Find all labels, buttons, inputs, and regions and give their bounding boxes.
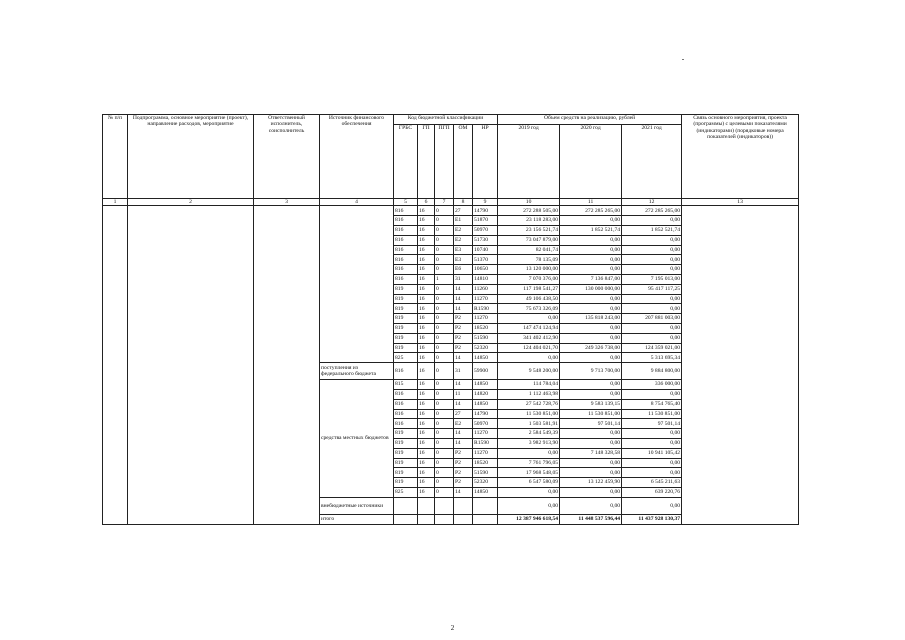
code-gp: 16 [418,304,435,314]
column-number-cell: 12 [622,199,682,206]
code-om: E2 [454,226,473,236]
code-om: 27 [454,206,473,216]
header-pgp: ПГП [435,125,454,199]
column-number-cell: 4 [320,199,394,206]
amount-y2021: 0,00 [622,255,682,265]
amount-y2020: 0,00 [560,245,622,255]
amount-y2019: 3 982 913,90 [498,438,560,448]
code-gp-empty [418,497,435,514]
amount-y2020: 0,00 [560,389,622,399]
amount-y2019: 0,00 [498,497,560,514]
header-volume: Объем средств на реализацию, рублей [498,115,682,125]
code-grbs-empty [394,497,418,514]
code-gp: 16 [418,389,435,399]
code-gp: 16 [418,468,435,478]
num-cell [103,206,128,524]
amount-y2019: 73 047 879,00 [498,235,560,245]
code-gp: 16 [418,478,435,488]
code-nr: 51870 [473,216,498,226]
code-gp: 16 [418,323,435,333]
code-grbs: 819 [394,458,418,468]
code-pgp: 0 [435,468,454,478]
code-om: E3 [454,255,473,265]
code-om: P2 [454,333,473,343]
amount-y2021: 0,00 [622,265,682,275]
amount-y2021: 0,00 [622,304,682,314]
code-gp: 16 [418,429,435,439]
header-year-2020: 2020 год [560,125,622,199]
amount-y2020: 97 501,14 [560,419,622,429]
amount-y2020: 0,00 [560,353,622,363]
code-om: 31 [454,363,473,380]
code-pgp: 0 [435,245,454,255]
amount-y2020: 0,00 [560,438,622,448]
header-source: Источник финансового обеспечения [320,115,394,199]
code-pgp: 0 [435,343,454,353]
amount-y2021: 5 313 695,34 [622,353,682,363]
code-gp: 16 [418,235,435,245]
amount-y2021: 0,00 [622,458,682,468]
amount-y2019: 0,00 [498,487,560,497]
code-grbs: 816 [394,399,418,409]
amount-y2019: 124 404 021,70 [498,343,560,353]
column-number-cell: 13 [682,199,799,206]
code-grbs: 819 [394,304,418,314]
code-gp: 16 [418,363,435,380]
column-number-cell: 3 [254,199,320,206]
code-nr: 51590 [473,468,498,478]
code-pgp: 0 [435,380,454,390]
header-num: № п/п [103,115,128,199]
amount-y2021: 0,00 [622,235,682,245]
header-gp: ГП [418,125,435,199]
amount-y2019: 27 542 728,76 [498,399,560,409]
budget-table [102,114,799,525]
code-om: E6 [454,265,473,275]
code-grbs: 819 [394,448,418,458]
amount-y2021: 0,00 [622,216,682,226]
amount-y2021: 0,00 [622,333,682,343]
code-pgp-empty [435,497,454,514]
code-gp: 16 [418,226,435,236]
code-nr: 18520 [473,458,498,468]
header-grbs: ГРБС [394,125,418,199]
code-om: 14 [454,294,473,304]
code-gp: 16 [418,275,435,285]
code-pgp: 0 [435,487,454,497]
column-number-cell: 8 [454,199,473,206]
code-pgp: 0 [435,458,454,468]
code-gp: 16 [418,284,435,294]
code-nr: 11270 [473,448,498,458]
column-number-cell: 9 [473,199,498,206]
amount-y2021: 10 941 105,42 [622,448,682,458]
code-nr: 11270 [473,294,498,304]
code-om-empty [454,514,473,524]
code-grbs: 816 [394,419,418,429]
amount-y2020: 0,00 [560,468,622,478]
amount-y2021: 0,00 [622,468,682,478]
amount-y2021: 7 195 013,00 [622,275,682,285]
amount-y2019: 7 761 796,05 [498,458,560,468]
amount-y2020: 0,00 [560,429,622,439]
code-grbs: 816 [394,216,418,226]
code-gp: 16 [418,487,435,497]
code-om: E3 [454,245,473,255]
code-grbs: 819 [394,314,418,324]
column-number-cell: 11 [560,199,622,206]
column-number-cell: 7 [435,199,454,206]
amount-y2019: 1 112 463,98 [498,389,560,399]
amount-y2019: 117 198 541,27 [498,284,560,294]
amount-y2020: 0,00 [560,333,622,343]
amount-y2021: 272 285 265,00 [622,206,682,216]
amount-y2019: 23 118 283,00 [498,216,560,226]
code-nr: 14790 [473,206,498,216]
code-nr: 18520 [473,323,498,333]
code-nr-empty [473,514,498,524]
header-link: Связь основного мероприятия, проекта (программы) с целевыми показателями (индикаторами) (порядковые номера показателей (индикаторов)) [682,115,799,199]
amount-y2020: 0,00 [560,380,622,390]
column-number-cell: 1 [103,199,128,206]
amount-y2019: 0,00 [498,314,560,324]
amount-y2019: 49 106 438,50 [498,294,560,304]
code-pgp: 0 [435,419,454,429]
code-grbs: 819 [394,468,418,478]
amount-y2020: 0,00 [560,304,622,314]
amount-y2021: 9 884 800,00 [622,363,682,380]
amount-y2020: 0,00 [560,265,622,275]
code-nr: 50970 [473,419,498,429]
column-number-cell: 10 [498,199,560,206]
amount-y2019: 6 547 580,09 [498,478,560,488]
code-om: 14 [454,399,473,409]
code-grbs: 825 [394,353,418,363]
amount-y2021: 0,00 [622,294,682,304]
code-grbs: 816 [394,409,418,419]
amount-y2021: 11 530 851,00 [622,409,682,419]
amount-y2019: 9 548 200,00 [498,363,560,380]
page-number: 2 [450,624,455,632]
code-om: 14 [454,429,473,439]
amount-y2020: 7 148 328,58 [560,448,622,458]
code-pgp: 0 [435,294,454,304]
code-om: P2 [454,458,473,468]
code-om: 14 [454,353,473,363]
total-y2020: 11 448 537 596,44 [560,514,622,524]
code-gp: 16 [418,353,435,363]
amount-y2021: 124 359 021,00 [622,343,682,353]
column-number-cell: 6 [418,199,435,206]
code-om: 14 [454,284,473,294]
code-om: P2 [454,343,473,353]
amount-y2020: 135 818 243,00 [560,314,622,324]
code-om: P2 [454,314,473,324]
code-gp: 16 [418,458,435,468]
code-pgp: 0 [435,216,454,226]
code-om: E2 [454,235,473,245]
code-grbs: 819 [394,343,418,353]
code-gp: 16 [418,206,435,216]
code-grbs: 816 [394,363,418,380]
code-pgp: 0 [435,448,454,458]
amount-y2019: 13 120 000,00 [498,265,560,275]
amount-y2019: 0,00 [498,353,560,363]
table-row [103,206,799,216]
amount-y2021: 0,00 [622,497,682,514]
code-nr: 51370 [473,255,498,265]
code-gp: 16 [418,333,435,343]
code-grbs: 815 [394,380,418,390]
code-pgp: 0 [435,255,454,265]
amount-y2019: 17 968 548,05 [498,468,560,478]
code-pgp: 0 [435,353,454,363]
amount-y2020: 7 136 847,00 [560,275,622,285]
code-nr: 51730 [473,235,498,245]
code-pgp: 0 [435,478,454,488]
code-gp: 16 [418,245,435,255]
code-grbs: 819 [394,294,418,304]
total-y2021: 11 437 928 130,37 [622,514,682,524]
code-nr: 11270 [473,429,498,439]
code-nr: 14810 [473,275,498,285]
amount-y2020: 130 000 000,00 [560,284,622,294]
amount-y2020: 0,00 [560,323,622,333]
code-pgp: 0 [435,284,454,294]
code-grbs: 816 [394,226,418,236]
code-gp: 16 [418,314,435,324]
amount-y2021: 0,00 [622,429,682,439]
header-year-2019: 2019 год [498,125,560,199]
source-cell-blank [320,206,394,363]
header-om: ОМ [454,125,473,199]
code-grbs-empty [394,514,418,524]
code-pgp: 0 [435,323,454,333]
code-grbs: 816 [394,245,418,255]
code-nr: 14790 [473,409,498,419]
code-om: P2 [454,323,473,333]
amount-y2019: 147 474 124,94 [498,323,560,333]
amount-y2019: 23 156 521,74 [498,226,560,236]
code-grbs: 816 [394,255,418,265]
header-nr: НР [473,125,498,199]
code-om: P2 [454,448,473,458]
code-gp: 16 [418,448,435,458]
code-pgp: 0 [435,206,454,216]
code-nr: 14850 [473,353,498,363]
scan-speck [682,59,684,60]
code-nr: 59900 [473,363,498,380]
code-om: P2 [454,478,473,488]
column-number-cell: 2 [128,199,254,206]
amount-y2019: 11 530 851,00 [498,409,560,419]
amount-y2021: 1 852 521,74 [622,226,682,236]
code-nr: 10740 [473,245,498,255]
amount-y2019: 1 503 581,91 [498,419,560,429]
code-nr: 11270 [473,314,498,324]
code-nr: 52320 [473,343,498,353]
code-grbs: 825 [394,487,418,497]
amount-y2019: 82 041,74 [498,245,560,255]
code-pgp: 0 [435,265,454,275]
amount-y2019: 341 402 412,90 [498,333,560,343]
amount-y2020: 13 122 459,90 [560,478,622,488]
amount-y2021: 8 754 765,40 [622,399,682,409]
amount-y2020: 249 326 738,00 [560,343,622,353]
header-program: Подпрограмма, основное мероприятие (проект), направление расходов, мероприятие [128,115,254,199]
amount-y2020: 272 285 265,00 [560,206,622,216]
source-federal: поступления из федерального бюджета [320,363,394,380]
amount-y2021: 97 501,14 [622,419,682,429]
amount-y2020: 1 852 521,74 [560,226,622,236]
code-grbs: 819 [394,284,418,294]
code-grbs: 816 [394,389,418,399]
code-gp: 16 [418,380,435,390]
code-gp: 16 [418,438,435,448]
amount-y2019: 2 584 549,39 [498,429,560,439]
column-number-row [103,199,799,206]
amount-y2021: 6 545 211,63 [622,478,682,488]
code-pgp: 0 [435,363,454,380]
header-responsible: Ответственный исполнитель, соисполнитель [254,115,320,199]
code-nr: R1590 [473,438,498,448]
code-pgp: 0 [435,429,454,439]
code-grbs: 819 [394,323,418,333]
amount-y2019: 114 784,04 [498,380,560,390]
code-pgp: 0 [435,389,454,399]
code-grbs: 816 [394,235,418,245]
amount-y2020: 9 583 139,15 [560,399,622,409]
code-nr: R1590 [473,304,498,314]
source-extrabudget: внебюджетные источники [320,497,394,514]
code-gp: 16 [418,255,435,265]
amount-y2021: 639 220,76 [622,487,682,497]
link-cell [682,206,799,524]
code-om: 11 [454,389,473,399]
amount-y2019: 0,00 [498,448,560,458]
code-grbs: 816 [394,206,418,216]
code-nr: 14850 [473,380,498,390]
code-gp: 16 [418,409,435,419]
code-pgp: 0 [435,226,454,236]
amount-y2020: 0,00 [560,216,622,226]
code-om: 31 [454,275,473,285]
code-gp: 16 [418,216,435,226]
amount-y2019: 272 288 505,00 [498,206,560,216]
amount-y2020: 0,00 [560,255,622,265]
amount-y2019: 78 135,09 [498,255,560,265]
amount-y2021: 207 881 003,00 [622,314,682,324]
code-grbs: 816 [394,265,418,275]
responsible-cell [254,206,320,524]
code-om: E1 [454,216,473,226]
program-cell [128,206,254,524]
code-pgp: 1 [435,275,454,285]
code-pgp: 0 [435,314,454,324]
source-local: средства местных бюджетов [320,380,394,498]
code-nr-empty [473,497,498,514]
code-grbs: 819 [394,438,418,448]
code-grbs: 819 [394,333,418,343]
code-nr: 10650 [473,265,498,275]
code-nr: 52320 [473,478,498,488]
amount-y2021: 0,00 [622,245,682,255]
amount-y2020: 0,00 [560,294,622,304]
amount-y2020: 0,00 [560,458,622,468]
code-nr: 14850 [473,399,498,409]
amount-y2021: 0,00 [622,438,682,448]
amount-y2020: 11 530 851,00 [560,409,622,419]
code-grbs: 819 [394,478,418,488]
code-om: P2 [454,468,473,478]
code-om: 27 [454,409,473,419]
amount-y2021: 95 417 117,25 [622,284,682,294]
code-pgp: 0 [435,409,454,419]
code-om: 14 [454,304,473,314]
amount-y2021: 0,00 [622,323,682,333]
code-om-empty [454,497,473,514]
total-y2019: 12 387 946 618,54 [498,514,560,524]
amount-y2020: 0,00 [560,497,622,514]
column-number-cell: 5 [394,199,418,206]
code-nr: 14850 [473,487,498,497]
code-pgp: 0 [435,304,454,314]
code-gp: 16 [418,265,435,275]
code-nr: 50970 [473,226,498,236]
code-pgp: 0 [435,438,454,448]
amount-y2021: 0,00 [622,389,682,399]
code-gp: 16 [418,419,435,429]
code-om: 14 [454,380,473,390]
amount-y2019: 75 673 326,09 [498,304,560,314]
header-budget-code: Код бюджетной классификации [394,115,498,125]
header-year-2021: 2021 год [622,125,682,199]
code-om: E2 [454,419,473,429]
source-total: итого [320,514,394,524]
amount-y2019: 7 070 376,00 [498,275,560,285]
code-om: 14 [454,438,473,448]
code-pgp: 0 [435,235,454,245]
code-pgp: 0 [435,333,454,343]
amount-y2020: 0,00 [560,235,622,245]
code-nr: 14820 [473,389,498,399]
code-gp: 16 [418,399,435,409]
code-om: 14 [454,487,473,497]
code-pgp: 0 [435,399,454,409]
code-gp-empty [418,514,435,524]
amount-y2020: 0,00 [560,487,622,497]
amount-y2021: 336 000,00 [622,380,682,390]
code-pgp-empty [435,514,454,524]
amount-y2020: 9 713 700,00 [560,363,622,380]
code-grbs: 819 [394,429,418,439]
code-grbs: 816 [394,275,418,285]
code-nr: 51590 [473,333,498,343]
code-gp: 16 [418,294,435,304]
code-gp: 16 [418,343,435,353]
code-nr: 11260 [473,284,498,294]
